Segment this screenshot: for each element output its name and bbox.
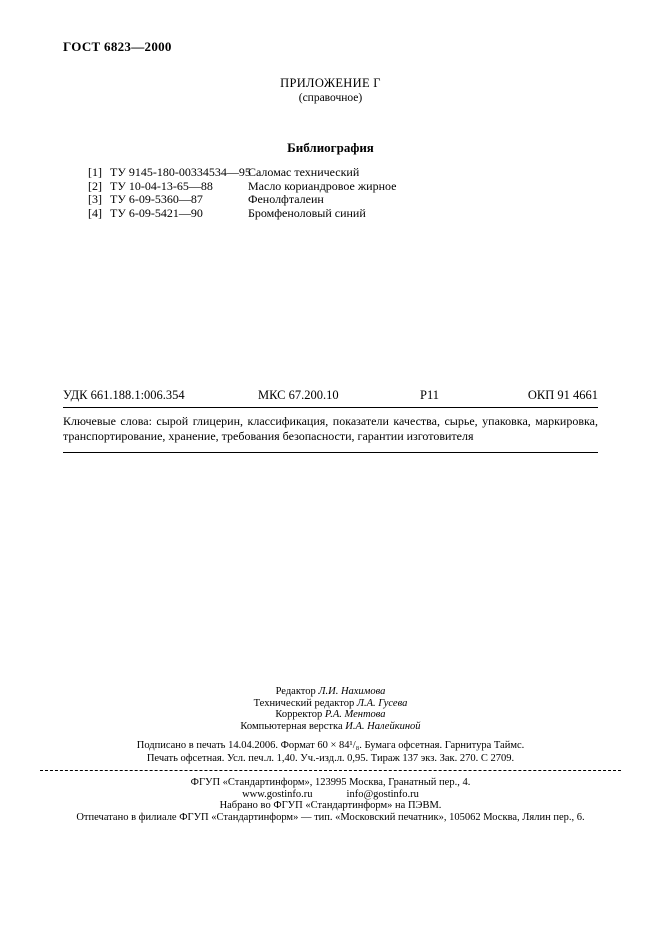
document-code: ГОСТ 6823—2000: [63, 39, 172, 54]
classification-row: [63, 388, 598, 403]
publisher-contacts: [0, 789, 661, 801]
bibliography-name: Саломас технический: [248, 165, 360, 179]
bibliography-code: ТУ 6-09-5360—87: [110, 192, 203, 206]
bibliography-name: Масло кориандровое жирное: [248, 178, 397, 193]
divider-below-keywords: [63, 452, 598, 453]
staff-name: Л.А. Гусева: [356, 697, 408, 709]
staff-role: Редактор: [275, 686, 316, 697]
printed-note: Отпечатано в филиале ФГУП «Стандартинформ» — тип. «Московский печатник», 105062 Москва, Лялин пер., 6.: [76, 811, 585, 823]
publisher-block: [0, 777, 661, 823]
bibliography-item: [88, 207, 396, 221]
bibliography-ref: [4]: [88, 205, 102, 220]
print-info-block: [0, 740, 661, 765]
keywords-paragraph: Ключевые слова: сырой глицерин, классификация, показатели качества, сырье, упаковка, маркировка, транспортирование, хранение, требования безопасности, гарантии изготовителя: [63, 414, 598, 443]
staff-line: [0, 709, 661, 721]
bibliography-ref: [3]: [88, 192, 102, 206]
staff-role: Компьютерная верстка: [240, 720, 343, 732]
udk-code: УДК 661.188.1:006.354: [63, 388, 185, 402]
bibliography-code: ТУ 10-04-13-65—88: [110, 178, 213, 193]
bibliography-ref: [1]: [88, 165, 102, 179]
typeset-note: Набрано во ФГУП «Стандартинформ» на ПЭВМ.: [219, 800, 442, 811]
appendix-title: ПРИЛОЖЕНИЕ Г: [280, 76, 381, 90]
bibliography-name: Бромфеноловый синий: [248, 205, 366, 220]
staff-role: Технический редактор: [253, 697, 355, 709]
bibliography-ref: [2]: [88, 178, 102, 193]
bibliography-item: [88, 180, 396, 194]
appendix-heading: [0, 76, 661, 104]
staff-name: И.А. Налейкиной: [345, 720, 421, 732]
mks-code: МКС 67.200.10: [258, 388, 339, 402]
bibliography-item: [88, 193, 396, 207]
bibliography-code: ТУ 6-09-5421—90: [110, 205, 203, 220]
staff-line: [0, 686, 661, 698]
appendix-subtitle: (справочное): [298, 92, 363, 104]
print-info-line1: Подписано в печать 14.04.2006. Формат 60 × 84¹/₈. Бумага офсетная. Гарнитура Таймс.: [136, 740, 525, 751]
publisher-email: info@gostinfo.ru: [346, 788, 419, 800]
publisher-website: www.gostinfo.ru: [242, 788, 313, 800]
bibliography-item: [88, 166, 396, 180]
staff-role: Корректор: [275, 709, 323, 720]
bibliography-name: Фенолфталеин: [248, 192, 324, 206]
bibliography-code: ТУ 9145-180-00334534—95: [110, 165, 251, 179]
staff-block: [0, 686, 661, 732]
print-info-line2: Печать офсетная. Усл. печ.л. 1,40. Уч.-изд.л. 0,95. Тираж 137 экз. Зак. 270. С 2709.: [146, 752, 515, 764]
bibliography-title: Библиография: [287, 140, 374, 155]
publisher-address: ФГУП «Стандартинформ», 123995 Москва, Гранатный пер., 4.: [190, 777, 471, 788]
okp-code: ОКП 91 4661: [527, 388, 598, 402]
staff-name: Р.А. Ментова: [324, 709, 386, 720]
dashed-divider: [40, 770, 621, 771]
group-code: Р11: [420, 388, 439, 402]
divider-above-keywords: [63, 407, 598, 408]
staff-line: [0, 698, 661, 710]
bibliography-list: [88, 166, 396, 220]
staff-name: Л.И. Нахимова: [318, 686, 386, 697]
staff-line: [0, 721, 661, 733]
